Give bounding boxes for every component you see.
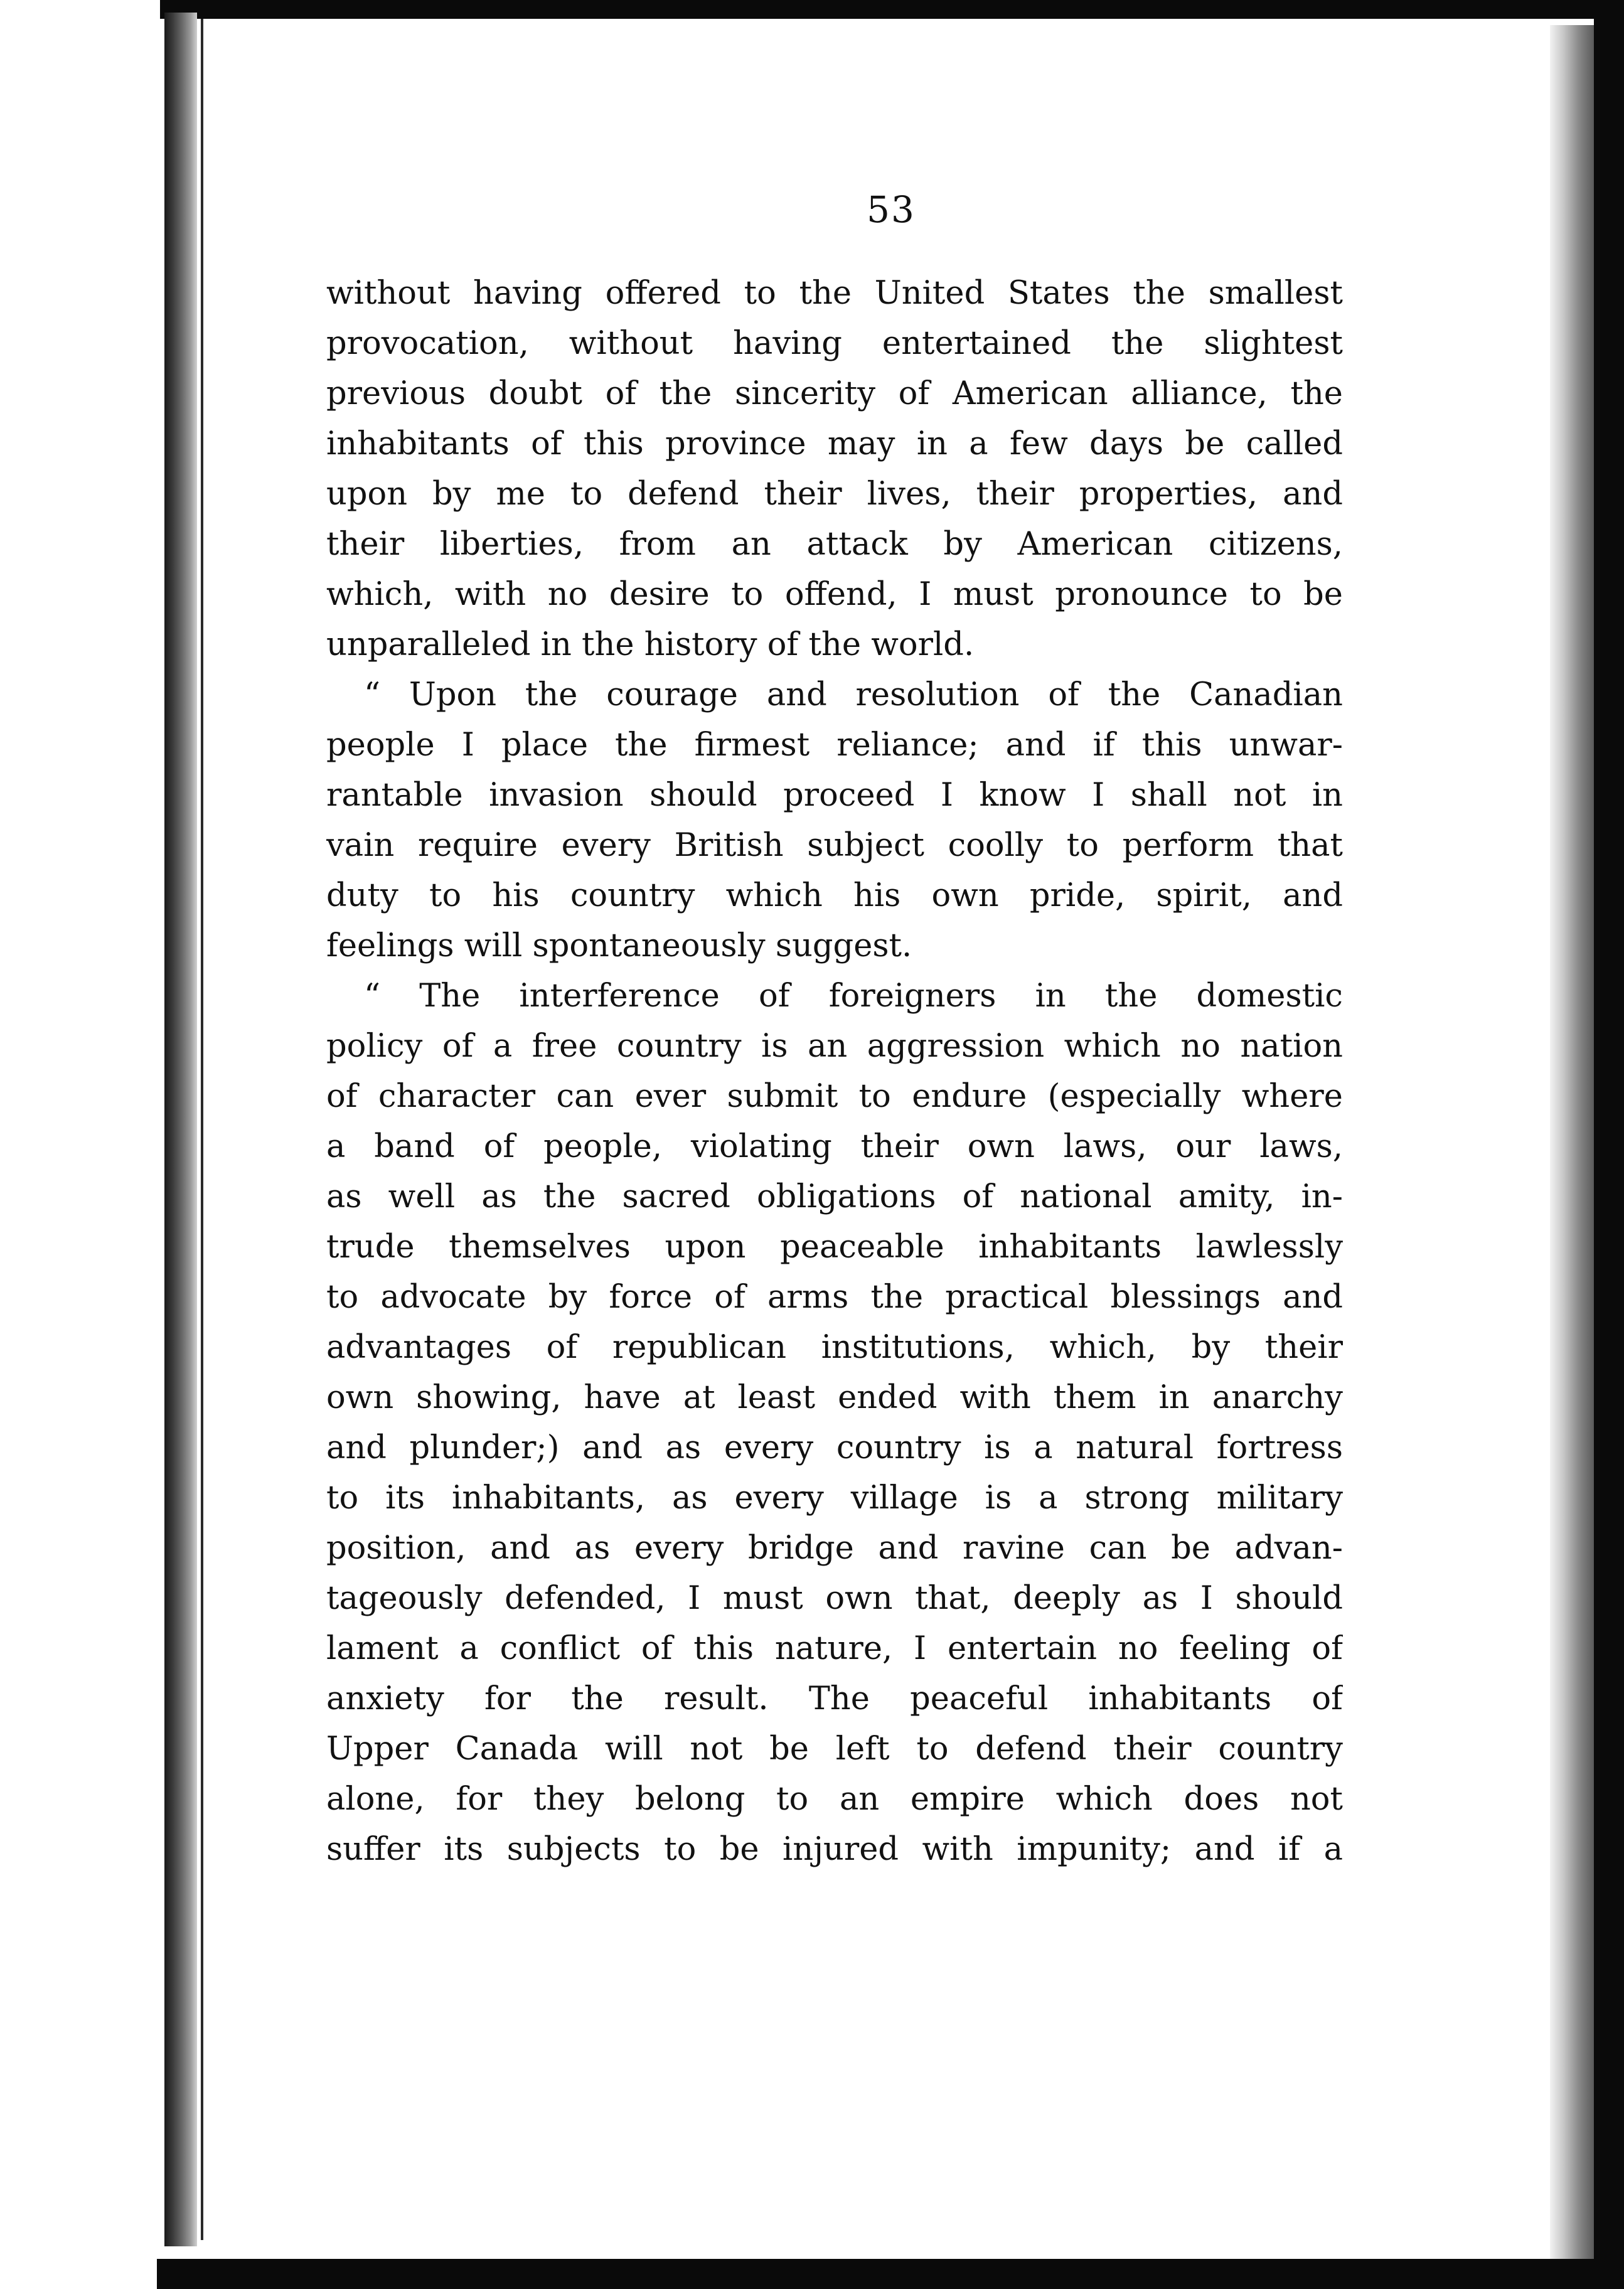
text-line: duty to his country which his own pride, spirit, and [326,877,1343,914]
text-line: upon by me to defend their lives, their properties, and [326,476,1343,513]
text-line: to advocate by force of arms the practical blessings and [326,1279,1343,1316]
book-gutter-line [201,19,203,2240]
text-line: previous doubt of the sincerity of American alliance, the [326,375,1343,412]
page-edge-shadow [1550,25,1594,2259]
text-line: to its inhabitants, as every village is a strong military [326,1480,1343,1517]
text-line: suffer its subjects to be injured with impunity; and if a [326,1831,1343,1868]
text-line: advantages of republican institutions, which, by their [326,1329,1343,1366]
text-line: people I place the firmest reliance; and if this unwar- [326,727,1343,764]
text-line: which, with no desire to offend, I must pronounce to be [326,576,1343,613]
book-page [326,188,1343,1875]
text-line: own showing, have at least ended with them in anarchy [326,1379,1343,1416]
text-line: feelings will spontaneously suggest. [326,927,912,964]
text-line: without having offered to the United States the smallest [326,275,1343,312]
text-line: as well as the sacred obligations of national amity, in- [326,1178,1343,1215]
body-text [326,269,1343,1875]
text-line: policy of a free country is an aggression which no nation [326,1028,1343,1065]
text-line: alone, for they belong to an empire which does not [326,1781,1343,1818]
text-line: their liberties, from an attack by American citizens, [326,526,1343,563]
scan-frame-top [0,0,1624,19]
text-line: trude themselves upon peaceable inhabitants lawlessly [326,1229,1343,1266]
book-spine-shadow [164,13,197,2246]
text-line: inhabitants of this province may in a few days be called [326,425,1343,462]
text-line: tageously defended, I must own that, deeply as I should [326,1580,1343,1617]
text-line: lament a conflict of this nature, I entertain no feeling of [326,1630,1343,1667]
scan-frame-right [1594,0,1624,2289]
text-line: position, and as every bridge and ravine can be advan- [326,1530,1343,1567]
text-line: vain require every British subject coolly to perform that [326,827,1343,864]
text-line: “ Upon the courage and resolution of the Canadian [364,676,1343,713]
text-line: and plunder;) and as every country is a natural fortress [326,1429,1343,1466]
text-line: provocation, without having entertained the slightest [326,325,1343,362]
text-line: a band of people, violating their own laws, our laws, [326,1128,1343,1165]
page-number: 53 [867,188,916,231]
scan-margin-left [0,0,160,2289]
text-line: “ The interference of foreigners in the domestic [364,978,1343,1015]
scan-frame-bottom [157,2259,1624,2289]
text-line: rantable invasion should proceed I know I shall not in [326,777,1343,814]
text-line: anxiety for the result. The peaceful inhabitants of [326,1680,1343,1717]
text-line: unparalleled in the history of the world. [326,626,975,663]
text-line: of character can ever submit to endure (especially where [326,1078,1343,1115]
text-line: Upper Canada will not be left to defend their country [326,1731,1343,1768]
